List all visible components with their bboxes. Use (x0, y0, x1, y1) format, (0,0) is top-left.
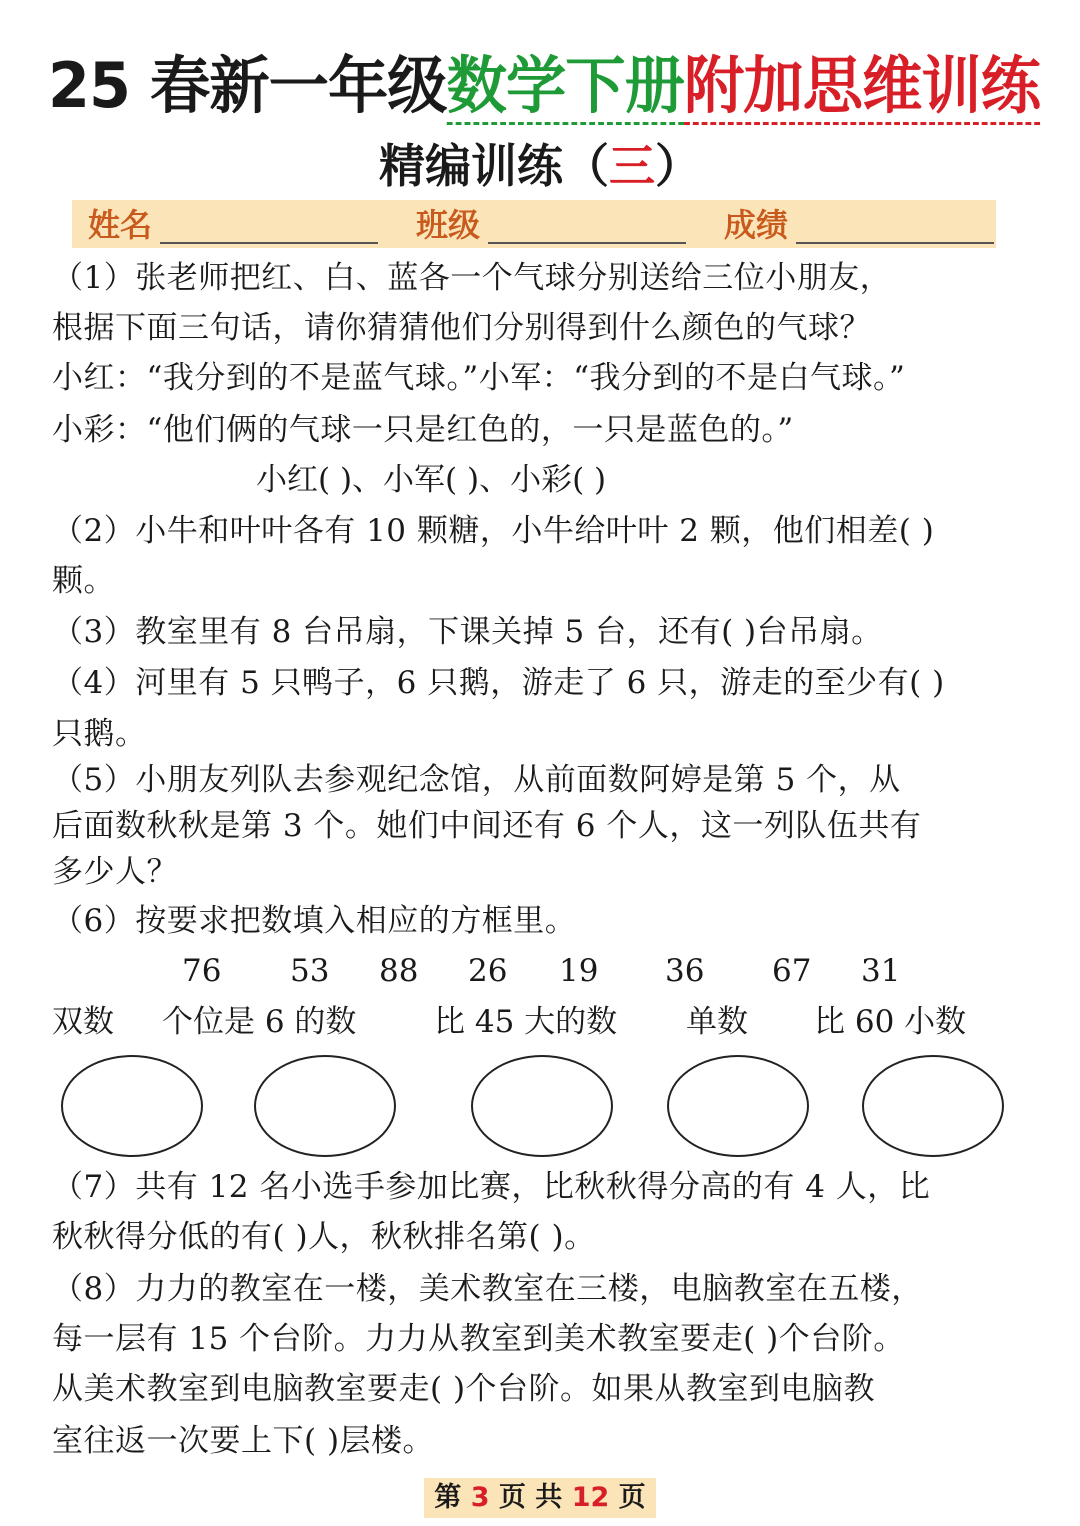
q6-answer-oval-less-60[interactable] (862, 1055, 1004, 1157)
footer-prefix: 第 (434, 1482, 471, 1513)
q1-line2: 根据下面三句话，请你猜猜他们分别得到什么颜色的气球？ (52, 310, 871, 346)
q6-category-greater-45: 比 45 大的数 (434, 1004, 618, 1040)
q1-line1: （1）张老师把红、白、蓝各一个气球分别送给三位小朋友， (52, 260, 892, 296)
q4-line2: 只鹅。 (52, 716, 147, 752)
title-part1: 25 春新一年级 (48, 49, 447, 122)
q6-answer-oval-greater-45[interactable] (471, 1055, 613, 1157)
title-part2: 数学下册 (447, 49, 684, 125)
q6-category-odd: 单数 (686, 1004, 748, 1040)
footer-middle: 页 共 (489, 1482, 572, 1513)
q5-line3: 多少人？ (52, 854, 178, 890)
page-number-footer (0, 1478, 1080, 1518)
footer-suffix: 页 (609, 1482, 646, 1513)
q6-category-ones-six: 个位是 6 的数 (162, 1004, 357, 1040)
class-label: 班级 (416, 206, 481, 244)
class-field[interactable] (488, 242, 686, 244)
q7-line2: 秋秋得分低的有( )人，秋秋排名第( )。 (52, 1219, 596, 1255)
q6-category-even: 双数 (52, 1004, 114, 1040)
q5-line2: 后面数秋秋是第 3 个。她们中间还有 6 个人，这一列队伍共有 (52, 808, 922, 844)
q6-number: 88 (379, 953, 419, 989)
q6-category-less-60: 比 60 小数 (814, 1004, 967, 1040)
name-label: 姓名 (88, 206, 153, 244)
q6-number: 67 (772, 953, 812, 989)
q8-line2: 每一层有 15 个台阶。力力从教室到美术教室要走( )个台阶。 (52, 1321, 905, 1357)
q6-answer-oval-odd[interactable] (667, 1055, 809, 1157)
q6-number: 36 (665, 953, 705, 989)
q1-answer: 小红( )、小军( )、小彩( ) (256, 462, 607, 498)
q3-line1: （3）教室里有 8 台吊扇，下课关掉 5 台，还有( )台吊扇。 (52, 614, 883, 650)
q1-line4: 小彩：“他们俩的气球一只是红色的，一只是蓝色的。” (52, 412, 794, 448)
q8-line1: （8）力力的教室在一楼，美术教室在三楼，电脑教室在五楼， (52, 1271, 923, 1307)
page-title (48, 46, 1040, 126)
q7-line1: （7）共有 12 名小选手参加比赛，比秋秋得分高的有 4 人，比 (52, 1169, 931, 1205)
q8-line3: 从美术教室到电脑教室要走( )个台阶。如果从教室到电脑教 (52, 1371, 876, 1407)
q6-line1: （6）按要求把数填入相应的方框里。 (52, 903, 577, 939)
subtitle-prefix: 精编训练（ (379, 139, 609, 193)
q5-line1: （5）小朋友列队去参观纪念馆，从前面数阿婷是第 5 个，从 (52, 762, 901, 798)
name-field[interactable] (160, 242, 378, 244)
title-part3: 附加思维训练 (684, 49, 1040, 125)
q6-number: 53 (290, 953, 330, 989)
total-pages: 12 (571, 1482, 610, 1513)
q6-number: 26 (468, 953, 508, 989)
q8-line4: 室往返一次要上下( )层楼。 (52, 1423, 435, 1459)
q6-answer-oval-even[interactable] (61, 1055, 203, 1157)
page-counter (424, 1478, 655, 1518)
q6-number: 76 (182, 953, 222, 989)
subtitle (0, 136, 1080, 196)
q6-answer-oval-ones-six[interactable] (254, 1055, 396, 1157)
q1-line3: 小红：“我分到的不是蓝气球。”小军：“我分到的不是白气球。” (52, 360, 906, 396)
q4-line1: （4）河里有 5 只鸭子，6 只鹅，游走了 6 只，游走的至少有( ) (52, 665, 945, 701)
score-label: 成绩 (724, 206, 789, 244)
current-page: 3 (470, 1482, 490, 1513)
student-info-bar (72, 200, 996, 248)
subtitle-suffix: ） (655, 139, 701, 193)
q6-number: 19 (559, 953, 599, 989)
score-field[interactable] (796, 242, 994, 244)
subtitle-number: 三 (609, 139, 655, 193)
q2-line2: 颗。 (52, 563, 115, 599)
q2-line1: （2）小牛和叶叶各有 10 颗糖，小牛给叶叶 2 颗，他们相差( ) (52, 513, 935, 549)
q6-number: 31 (861, 953, 901, 989)
